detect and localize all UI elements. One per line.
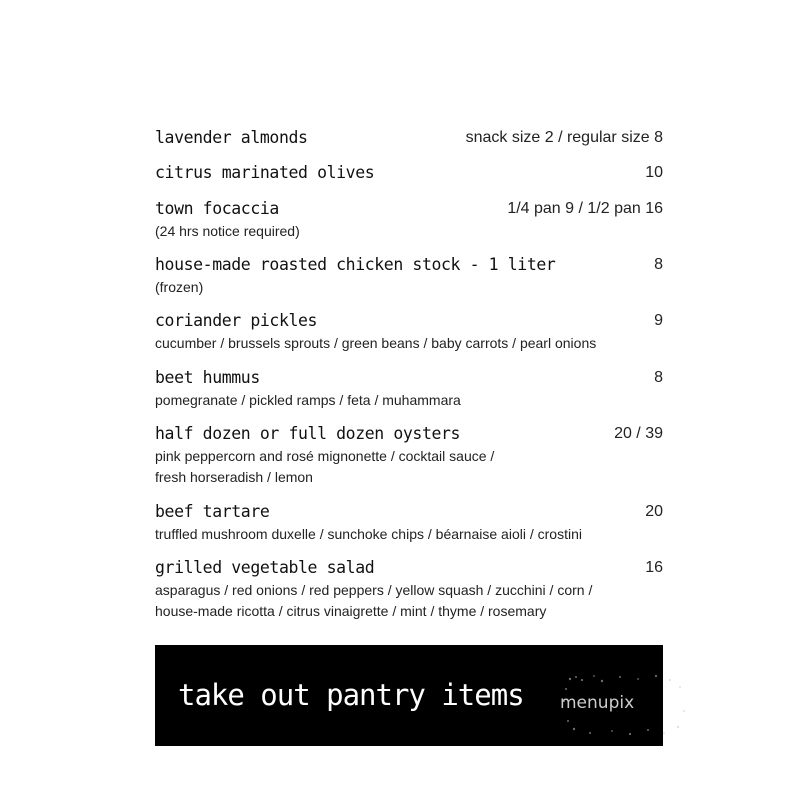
menu-item-citrus-olives <box>155 161 663 185</box>
menu-item-oysters <box>155 422 663 488</box>
menu-item-name: town focaccia <box>155 199 279 218</box>
menu-item-row <box>155 366 663 390</box>
menu-item-price: snack size 2 / regular size 8 <box>465 129 663 146</box>
menu-item-name: beef tartare <box>155 502 270 521</box>
menu-item-name: lavender almonds <box>155 128 308 147</box>
menu-item-description: pomegranate / pickled ramps / feta / muhammara <box>155 392 461 408</box>
menu-item-description: (24 hrs notice required) <box>155 223 300 239</box>
menu-item-row <box>155 197 663 221</box>
menu-item-beef-tartare <box>155 500 663 545</box>
menu-item-town-focaccia <box>155 197 663 242</box>
menu-item-row <box>155 309 663 333</box>
watermark-text: menupix <box>560 693 635 713</box>
menu-item-price: 20 / 39 <box>614 425 663 442</box>
menu-item-description: house-made ricotta / citrus vinaigrette / mint / thyme / rosemary <box>155 603 547 619</box>
menu-item-description: pink peppercorn and rosé mignonette / cocktail sauce / <box>155 448 495 464</box>
menu-item-grilled-vegetable-salad <box>155 556 663 622</box>
menu-item-row <box>155 422 663 446</box>
menu-item-row <box>155 161 663 185</box>
menu-item-name: coriander pickles <box>155 311 318 330</box>
menu-item-price: 9 <box>654 312 663 329</box>
menu-item-name: citrus marinated olives <box>155 163 375 182</box>
menu-item-price: 10 <box>645 164 663 181</box>
menu-item-price: 8 <box>654 369 663 386</box>
menu-item-row <box>155 500 663 524</box>
menu-item-row <box>155 126 663 150</box>
menu-item-price: 8 <box>654 256 663 273</box>
menu-item-name: half dozen or full dozen oysters <box>155 424 461 443</box>
menu-item-description: fresh horseradish / lemon <box>155 469 313 485</box>
menu-item-row <box>155 556 663 580</box>
menu-item-lavender-almonds <box>155 126 663 150</box>
menu-item-name: beet hummus <box>155 368 260 387</box>
menu-item-chicken-stock <box>155 253 663 298</box>
menu-item-name: house-made roasted chicken stock - 1 liter <box>155 255 556 274</box>
menu-item-row <box>155 253 663 277</box>
menu-item-description: (frozen) <box>155 279 204 295</box>
menu-item-beet-hummus <box>155 366 663 411</box>
menupix-watermark <box>560 693 634 713</box>
menu-item-name: grilled vegetable salad <box>155 558 375 577</box>
menu-item-coriander-pickles <box>155 309 663 354</box>
menu-item-price: 16 <box>645 559 663 576</box>
menu-item-price: 20 <box>645 503 663 520</box>
menu-item-description: asparagus / red onions / red peppers / yellow squash / zucchini / corn / <box>155 582 593 598</box>
menu-item-price: 1/4 pan 9 / 1/2 pan 16 <box>507 200 663 217</box>
menu-item-description: cucumber / brussels sprouts / green beans / baby carrots / pearl onions <box>155 335 597 351</box>
banner-title: take out pantry items <box>178 678 524 712</box>
menu-item-description: truffled mushroom duxelle / sunchoke chips / béarnaise aioli / crostini <box>155 526 582 542</box>
